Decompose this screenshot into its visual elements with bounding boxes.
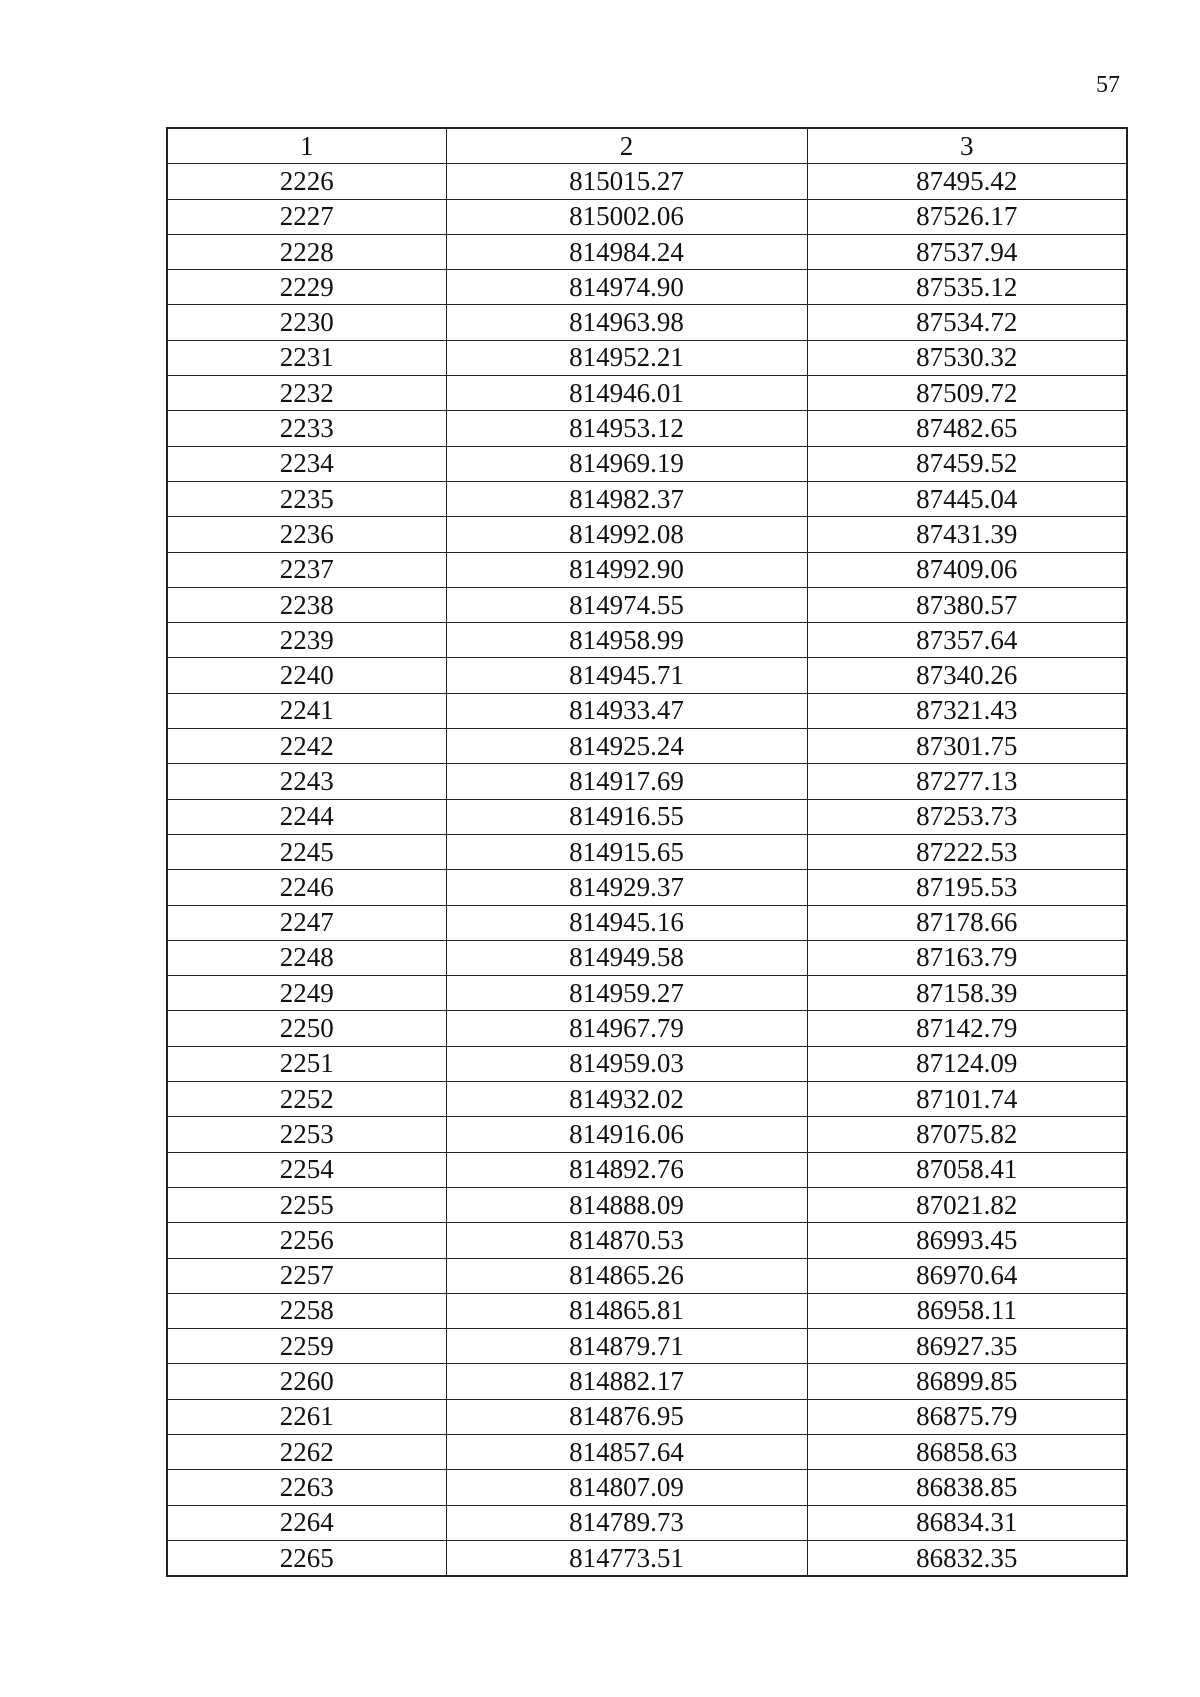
table-cell-col-3: 87178.66 bbox=[807, 905, 1127, 940]
table-cell-col-1: 2261 bbox=[167, 1399, 446, 1434]
table-row bbox=[167, 234, 1127, 269]
table-cell-col-3: 87277.13 bbox=[807, 764, 1127, 799]
table-cell-col-3: 87509.72 bbox=[807, 376, 1127, 411]
table-cell-col-3: 87101.74 bbox=[807, 1082, 1127, 1117]
table-cell-col-3: 87321.43 bbox=[807, 693, 1127, 728]
table-cell-col-3: 87459.52 bbox=[807, 446, 1127, 481]
table-cell-col-1: 2262 bbox=[167, 1434, 446, 1469]
table-cell-col-2: 814773.51 bbox=[446, 1540, 807, 1576]
table-cell-col-1: 2229 bbox=[167, 270, 446, 305]
table-cell-col-1: 2238 bbox=[167, 587, 446, 622]
table-cell-col-3: 86993.45 bbox=[807, 1223, 1127, 1258]
table-cell-col-2: 814945.71 bbox=[446, 658, 807, 693]
table-row bbox=[167, 446, 1127, 481]
table-row bbox=[167, 1082, 1127, 1117]
column-header-2: 2 bbox=[446, 128, 807, 164]
table-row bbox=[167, 199, 1127, 234]
table-row bbox=[167, 976, 1127, 1011]
table-row bbox=[167, 940, 1127, 975]
table-cell-col-2: 814945.16 bbox=[446, 905, 807, 940]
table-row bbox=[167, 164, 1127, 199]
table-row bbox=[167, 905, 1127, 940]
table-cell-col-1: 2244 bbox=[167, 799, 446, 834]
table-cell-col-2: 814982.37 bbox=[446, 481, 807, 516]
table-cell-col-3: 86899.85 bbox=[807, 1364, 1127, 1399]
table-row bbox=[167, 587, 1127, 622]
table-row bbox=[167, 834, 1127, 869]
table-row bbox=[167, 1470, 1127, 1505]
table-row bbox=[167, 693, 1127, 728]
table-cell-col-3: 87495.42 bbox=[807, 164, 1127, 199]
table-cell-col-1: 2234 bbox=[167, 446, 446, 481]
table-row bbox=[167, 305, 1127, 340]
table-row bbox=[167, 1434, 1127, 1469]
table-cell-col-1: 2264 bbox=[167, 1505, 446, 1540]
table-cell-col-1: 2248 bbox=[167, 940, 446, 975]
table-row bbox=[167, 870, 1127, 905]
table-cell-col-2: 814933.47 bbox=[446, 693, 807, 728]
table-cell-col-1: 2254 bbox=[167, 1152, 446, 1187]
table-cell-col-3: 87380.57 bbox=[807, 587, 1127, 622]
table-cell-col-3: 86858.63 bbox=[807, 1434, 1127, 1469]
table-cell-col-1: 2253 bbox=[167, 1117, 446, 1152]
table-cell-col-2: 814925.24 bbox=[446, 729, 807, 764]
table-cell-col-1: 2246 bbox=[167, 870, 446, 905]
table-cell-col-2: 814949.58 bbox=[446, 940, 807, 975]
table-cell-col-3: 87530.32 bbox=[807, 340, 1127, 375]
table-cell-col-2: 814992.08 bbox=[446, 517, 807, 552]
table-cell-col-3: 87253.73 bbox=[807, 799, 1127, 834]
table-cell-col-1: 2226 bbox=[167, 164, 446, 199]
table-header bbox=[167, 128, 1127, 164]
table-cell-col-3: 87340.26 bbox=[807, 658, 1127, 693]
table-row bbox=[167, 376, 1127, 411]
table-cell-col-3: 87409.06 bbox=[807, 552, 1127, 587]
table-cell-col-2: 814915.65 bbox=[446, 834, 807, 869]
table-cell-col-2: 814807.09 bbox=[446, 1470, 807, 1505]
table-row bbox=[167, 1258, 1127, 1293]
table-row bbox=[167, 1399, 1127, 1434]
table-cell-col-2: 814870.53 bbox=[446, 1223, 807, 1258]
table-cell-col-2: 814946.01 bbox=[446, 376, 807, 411]
table-row bbox=[167, 481, 1127, 516]
table-row bbox=[167, 1364, 1127, 1399]
table-cell-col-3: 87534.72 bbox=[807, 305, 1127, 340]
table-cell-col-1: 2257 bbox=[167, 1258, 446, 1293]
table-cell-col-1: 2232 bbox=[167, 376, 446, 411]
table-cell-col-3: 86838.85 bbox=[807, 1470, 1127, 1505]
table-cell-col-1: 2259 bbox=[167, 1329, 446, 1364]
table-cell-col-3: 87158.39 bbox=[807, 976, 1127, 1011]
table-cell-col-3: 87058.41 bbox=[807, 1152, 1127, 1187]
table-cell-col-2: 814865.81 bbox=[446, 1293, 807, 1328]
table-cell-col-2: 814992.90 bbox=[446, 552, 807, 587]
table-row bbox=[167, 1293, 1127, 1328]
table-cell-col-2: 814967.79 bbox=[446, 1011, 807, 1046]
table-row bbox=[167, 411, 1127, 446]
table-header-row bbox=[167, 128, 1127, 164]
table-cell-col-2: 814789.73 bbox=[446, 1505, 807, 1540]
table-cell-col-3: 86958.11 bbox=[807, 1293, 1127, 1328]
table-cell-col-3: 87482.65 bbox=[807, 411, 1127, 446]
table-cell-col-1: 2256 bbox=[167, 1223, 446, 1258]
table-cell-col-2: 814865.26 bbox=[446, 1258, 807, 1293]
table-cell-col-2: 814974.90 bbox=[446, 270, 807, 305]
table-cell-col-3: 87357.64 bbox=[807, 623, 1127, 658]
table-cell-col-1: 2265 bbox=[167, 1540, 446, 1576]
table-row bbox=[167, 1329, 1127, 1364]
coordinates-table bbox=[166, 127, 1128, 1577]
table-row bbox=[167, 1117, 1127, 1152]
table-cell-col-2: 814932.02 bbox=[446, 1082, 807, 1117]
table-cell-col-2: 814857.64 bbox=[446, 1434, 807, 1469]
table-cell-col-2: 814917.69 bbox=[446, 764, 807, 799]
table-cell-col-2: 814882.17 bbox=[446, 1364, 807, 1399]
table-cell-col-3: 87021.82 bbox=[807, 1187, 1127, 1222]
column-header-3: 3 bbox=[807, 128, 1127, 164]
table-cell-col-3: 87195.53 bbox=[807, 870, 1127, 905]
table-body bbox=[167, 164, 1127, 1576]
table-cell-col-3: 87124.09 bbox=[807, 1046, 1127, 1081]
table-row bbox=[167, 270, 1127, 305]
table-cell-col-2: 814969.19 bbox=[446, 446, 807, 481]
table-cell-col-2: 814916.06 bbox=[446, 1117, 807, 1152]
table-cell-col-2: 814958.99 bbox=[446, 623, 807, 658]
column-header-1: 1 bbox=[167, 128, 446, 164]
table-cell-col-1: 2233 bbox=[167, 411, 446, 446]
table-row bbox=[167, 729, 1127, 764]
table-row bbox=[167, 658, 1127, 693]
table-cell-col-2: 814916.55 bbox=[446, 799, 807, 834]
table-cell-col-1: 2249 bbox=[167, 976, 446, 1011]
table-cell-col-2: 814959.03 bbox=[446, 1046, 807, 1081]
table-cell-col-2: 814876.95 bbox=[446, 1399, 807, 1434]
table-cell-col-3: 86970.64 bbox=[807, 1258, 1127, 1293]
table-row bbox=[167, 1187, 1127, 1222]
table-cell-col-2: 814952.21 bbox=[446, 340, 807, 375]
table-cell-col-1: 2231 bbox=[167, 340, 446, 375]
table-cell-col-3: 86832.35 bbox=[807, 1540, 1127, 1576]
table-cell-col-3: 86875.79 bbox=[807, 1399, 1127, 1434]
table-row bbox=[167, 517, 1127, 552]
table-cell-col-2: 814888.09 bbox=[446, 1187, 807, 1222]
table-cell-col-3: 87222.53 bbox=[807, 834, 1127, 869]
table-cell-col-1: 2258 bbox=[167, 1293, 446, 1328]
table-cell-col-1: 2240 bbox=[167, 658, 446, 693]
table-cell-col-2: 814892.76 bbox=[446, 1152, 807, 1187]
table-cell-col-1: 2241 bbox=[167, 693, 446, 728]
table-row bbox=[167, 1152, 1127, 1187]
table-cell-col-1: 2239 bbox=[167, 623, 446, 658]
table-row bbox=[167, 623, 1127, 658]
page-number: 57 bbox=[1096, 72, 1120, 98]
table-cell-col-1: 2251 bbox=[167, 1046, 446, 1081]
table-row bbox=[167, 1505, 1127, 1540]
table-cell-col-1: 2243 bbox=[167, 764, 446, 799]
table-cell-col-3: 87535.12 bbox=[807, 270, 1127, 305]
table-cell-col-1: 2263 bbox=[167, 1470, 446, 1505]
table-row bbox=[167, 1540, 1127, 1576]
table-row bbox=[167, 1223, 1127, 1258]
table-cell-col-2: 814963.98 bbox=[446, 305, 807, 340]
table-cell-col-3: 87526.17 bbox=[807, 199, 1127, 234]
table-cell-col-2: 814879.71 bbox=[446, 1329, 807, 1364]
table-cell-col-1: 2252 bbox=[167, 1082, 446, 1117]
table-cell-col-1: 2236 bbox=[167, 517, 446, 552]
table-cell-col-1: 2235 bbox=[167, 481, 446, 516]
table-cell-col-3: 87163.79 bbox=[807, 940, 1127, 975]
table-cell-col-1: 2237 bbox=[167, 552, 446, 587]
table-cell-col-3: 87301.75 bbox=[807, 729, 1127, 764]
table-row bbox=[167, 340, 1127, 375]
table-cell-col-3: 86834.31 bbox=[807, 1505, 1127, 1540]
table-cell-col-1: 2227 bbox=[167, 199, 446, 234]
table-cell-col-3: 86927.35 bbox=[807, 1329, 1127, 1364]
table-cell-col-1: 2247 bbox=[167, 905, 446, 940]
table-cell-col-2: 814953.12 bbox=[446, 411, 807, 446]
table-cell-col-2: 815015.27 bbox=[446, 164, 807, 199]
table-cell-col-3: 87537.94 bbox=[807, 234, 1127, 269]
table-cell-col-2: 814959.27 bbox=[446, 976, 807, 1011]
table-cell-col-2: 814984.24 bbox=[446, 234, 807, 269]
table-cell-col-1: 2228 bbox=[167, 234, 446, 269]
table-cell-col-1: 2245 bbox=[167, 834, 446, 869]
table-cell-col-3: 87431.39 bbox=[807, 517, 1127, 552]
table-cell-col-1: 2242 bbox=[167, 729, 446, 764]
table-cell-col-1: 2250 bbox=[167, 1011, 446, 1046]
table-cell-col-3: 87075.82 bbox=[807, 1117, 1127, 1152]
table-row bbox=[167, 1046, 1127, 1081]
table-row bbox=[167, 1011, 1127, 1046]
table-cell-col-3: 87445.04 bbox=[807, 481, 1127, 516]
table-row bbox=[167, 764, 1127, 799]
table-cell-col-2: 815002.06 bbox=[446, 199, 807, 234]
table-row bbox=[167, 552, 1127, 587]
table-cell-col-1: 2260 bbox=[167, 1364, 446, 1399]
table-row bbox=[167, 799, 1127, 834]
table-cell-col-1: 2255 bbox=[167, 1187, 446, 1222]
table-cell-col-2: 814974.55 bbox=[446, 587, 807, 622]
table-cell-col-1: 2230 bbox=[167, 305, 446, 340]
table-cell-col-3: 87142.79 bbox=[807, 1011, 1127, 1046]
table-cell-col-2: 814929.37 bbox=[446, 870, 807, 905]
